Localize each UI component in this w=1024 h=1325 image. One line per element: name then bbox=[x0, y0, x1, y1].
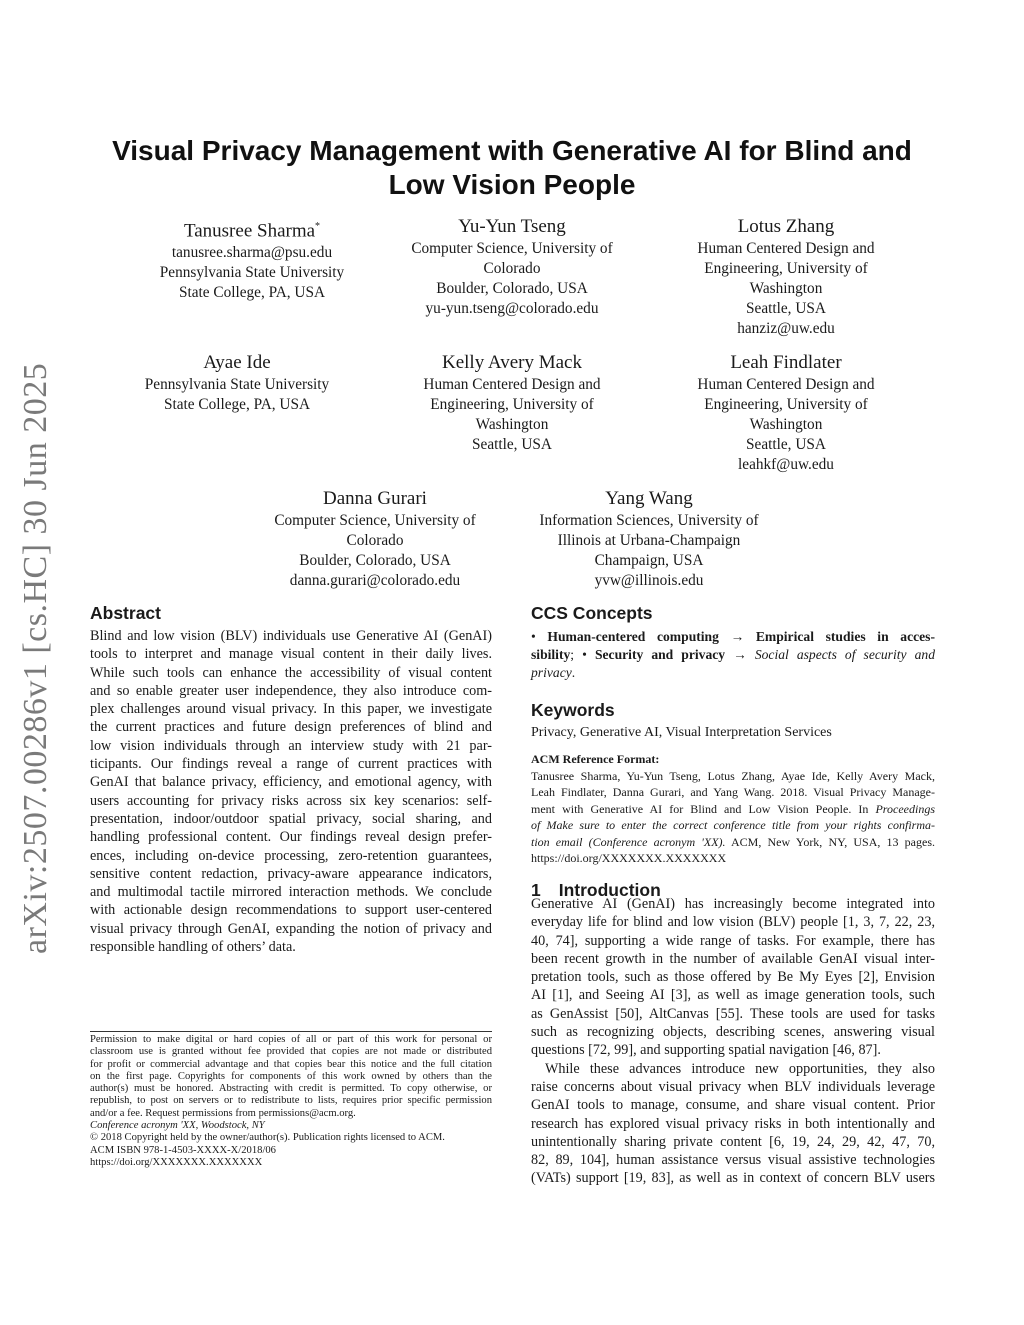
author-block bbox=[114, 215, 390, 303]
ccs-arrow: → bbox=[730, 629, 745, 644]
ccs-concept: Human-centered computing bbox=[547, 629, 719, 644]
abstract-line: ticipants. Our findings reveal a range of current practices with bbox=[90, 756, 492, 773]
author-location: Seattle, USA bbox=[746, 300, 826, 317]
intro-line: GenAI tools to manage, consume, and share visual content. Prior bbox=[531, 1097, 935, 1114]
author-affiliation: Pennsylvania State University bbox=[159, 264, 345, 282]
acm-reference-line: Leah Findlater, Danna Gurari, and Yang Wang. 2018. Visual Privacy Manage- bbox=[531, 785, 935, 799]
ccs-concept: Social aspects of security and bbox=[754, 647, 936, 663]
ccs-body bbox=[531, 628, 935, 683]
abstract-line: plex challenges around visual privacy. In this paper, we investigate bbox=[90, 701, 492, 718]
ccs-concept: sibility bbox=[531, 647, 571, 663]
intro-line: research has explored visual privacy risks in both intentionally and bbox=[531, 1115, 935, 1132]
author-affiliation: Engineering, University of bbox=[430, 396, 594, 413]
author-block bbox=[99, 351, 375, 415]
acm-reference-heading: ACM Reference Format: bbox=[531, 752, 660, 766]
intro-line: everyday life for blind and low vision (BLV) people [1, 3, 7, 22, 23, bbox=[531, 914, 935, 931]
intro-line: unintentionally sharing private content [6, 19, 24, 29, 42, 47, 70, bbox=[531, 1133, 935, 1150]
abstract-line: the current practices and future design preferences of blind and bbox=[90, 719, 492, 736]
section-number: 1 bbox=[531, 880, 541, 900]
author-email[interactable]: yu-yun.tseng@colorado.edu bbox=[425, 300, 599, 317]
author-block bbox=[374, 215, 650, 319]
footnote-line: Permission to make digital or hard copies of all or part of this work for personal or bbox=[90, 1034, 492, 1045]
author-affiliation: Pennsylvania State University bbox=[144, 376, 330, 393]
author-name: Ayae Ide bbox=[203, 352, 271, 373]
author-block bbox=[648, 215, 924, 339]
intro-line: questions [72, 99], and supporting spatial navigation [46, 87]. bbox=[531, 1042, 881, 1059]
author-name: Yang Wang bbox=[605, 488, 693, 509]
author-affiliation: Engineering, University of bbox=[704, 396, 868, 413]
footnote-copyright: © 2018 Copyright held by the owner/author(s). Publication rights licensed to ACM. bbox=[90, 1132, 445, 1144]
author-affiliation: Washington bbox=[749, 416, 823, 433]
intro-line: 40, 74], supporting a wide range of tasks. For example, there has bbox=[531, 932, 935, 949]
author-name: Kelly Avery Mack bbox=[442, 352, 582, 373]
author-affiliation: Information Sciences, University of bbox=[539, 512, 759, 529]
abstract-line: GenAI that balance privacy, efficiency, and emotional agency, with bbox=[90, 774, 492, 791]
author-location: State College, PA, USA bbox=[163, 396, 311, 413]
ccs-end: . bbox=[571, 665, 576, 681]
ccs-heading: CCS Concepts bbox=[531, 603, 653, 623]
author-name: Leah Findlater bbox=[730, 352, 842, 373]
abstract-heading: Abstract bbox=[90, 603, 161, 623]
intro-line: as GenAssist [50], AltCanvas [55]. These tools are used for tasks bbox=[531, 1005, 935, 1022]
paper-title bbox=[80, 134, 944, 202]
ccs-bullet: • bbox=[531, 629, 536, 644]
author-email[interactable]: danna.gurari@colorado.edu bbox=[289, 572, 461, 589]
footnote-isbn: ACM ISBN 978-1-4503-XXXX-X/2018/06 bbox=[90, 1144, 276, 1156]
author-affiliation: Human Centered Design and bbox=[697, 240, 875, 257]
author-email[interactable]: hanziz@uw.edu bbox=[737, 320, 835, 337]
abstract-line: Blind and low vision (BLV) individuals use Generative AI (GenAI) bbox=[90, 628, 492, 644]
acm-reference-line: of Make sure to enter the correct conference title from your rights confirma- bbox=[531, 818, 935, 832]
intro-line: 82, 89, 104], human assistance versus visual assistive technologies bbox=[531, 1152, 935, 1169]
intro-line: Generative AI (GenAI) has increasingly become integrated into bbox=[531, 896, 935, 912]
author-name: Tanusree Sharma bbox=[183, 220, 316, 242]
intro-line: such as recognizing objects, describing scenes, answering visual bbox=[531, 1024, 935, 1041]
ccs-concept: privacy bbox=[531, 665, 572, 681]
author-email[interactable]: yvw@illinois.edu bbox=[594, 572, 704, 589]
abstract-line: visual privacy through GenAI, expanding the notion of privacy and bbox=[90, 920, 492, 937]
author-location: Boulder, Colorado, USA bbox=[299, 552, 451, 569]
abstract-line: ences, including on-device processing, zero-retention guarantees, bbox=[90, 847, 492, 864]
acm-reference bbox=[531, 751, 935, 867]
keywords-heading: Keywords bbox=[531, 700, 615, 720]
footnote-line: classroom use is granted without fee provided that copies are not made or distributed bbox=[90, 1046, 492, 1058]
acm-reference-line: tion email (Conference acronym 'XX). bbox=[531, 834, 726, 849]
ccs-arrow: → bbox=[733, 647, 747, 663]
corresponding-mark: * bbox=[315, 221, 321, 232]
footnote-rule bbox=[90, 1031, 492, 1032]
section-title: Introduction bbox=[558, 880, 661, 900]
author-location: Seattle, USA bbox=[746, 436, 826, 453]
author-location: State College, PA, USA bbox=[178, 284, 326, 302]
abstract-line: and multimodal tactile mirrored interaction methods. We conclude bbox=[90, 884, 492, 901]
author-affiliation: Human Centered Design and bbox=[697, 376, 875, 393]
ccs-separator: ; bbox=[570, 647, 575, 663]
author-block bbox=[511, 487, 787, 591]
author-location: Seattle, USA bbox=[472, 436, 552, 453]
author-affiliation: Illinois at Urbana-Champaign bbox=[557, 532, 741, 549]
author-block bbox=[237, 487, 513, 591]
title-line: Low Vision People bbox=[388, 169, 636, 200]
author-email[interactable]: tanusree.sharma@psu.edu bbox=[171, 244, 333, 262]
author-affiliation: Washington bbox=[749, 280, 823, 297]
abstract-line: presentation, indoor/outdoor spatial privacy, social sharing, and bbox=[90, 810, 492, 827]
abstract-line: handling professional content. Our findings reveal design prefer- bbox=[90, 829, 492, 846]
author-location: Champaign, USA bbox=[594, 552, 704, 569]
footnote-doi-link[interactable]: https://doi.org/XXXXXXX.XXXXXXX bbox=[90, 1156, 263, 1168]
author-email[interactable]: leahkf@uw.edu bbox=[738, 456, 834, 473]
abstract-line: While such tools can enhance the accessibility of visual content bbox=[90, 664, 492, 681]
intro-line: raise concerns about visual privacy when BLV individuals leverage bbox=[531, 1078, 935, 1095]
ccs-bullet: • bbox=[582, 647, 587, 663]
author-location: Boulder, Colorado, USA bbox=[436, 280, 588, 297]
author-affiliation: Washington bbox=[475, 416, 549, 433]
footnote-line: author(s) must be honored. Abstracting with credit is permitted. To copy otherwise, or bbox=[90, 1083, 492, 1095]
footnote-line: and/or a fee. Request permissions from permissions@acm.org. bbox=[90, 1107, 356, 1119]
footnote-line: republish, to post on servers or to redistribute to lists, requires prior specific permission bbox=[90, 1095, 492, 1107]
footnote-line: for profit or commercial advantage and that copies bear this notice and the full citation bbox=[90, 1058, 492, 1070]
author-block bbox=[648, 351, 924, 475]
author-affiliation: Computer Science, University of bbox=[411, 240, 613, 257]
acm-reference-line: ment with Generative AI for Blind and Low Vision People. In bbox=[531, 801, 876, 816]
author-affiliation: Colorado bbox=[483, 260, 541, 277]
intro-line: pretation tools, such as those offered by Be My Eyes [2], Envision bbox=[531, 969, 935, 986]
author-affiliation: Colorado bbox=[346, 532, 404, 549]
author-name: Lotus Zhang bbox=[737, 216, 835, 237]
author-block bbox=[374, 351, 650, 455]
author-affiliation: Human Centered Design and bbox=[423, 376, 601, 393]
title-line: Visual Privacy Management with Generative AI for Blind and bbox=[112, 135, 912, 166]
intro-line: While these advances introduce new opportunities, they also bbox=[545, 1060, 935, 1077]
ccs-concept: Security and privacy bbox=[594, 647, 726, 663]
acm-reference-doi-link[interactable]: https://doi.org/XXXXXXX.XXXXXXX bbox=[531, 851, 727, 865]
arxiv-side-stamp: arXiv:2507.00286v1 [cs.HC] 30 Jun 2025 bbox=[17, 362, 54, 954]
ccs-concept: Empirical studies in acces- bbox=[755, 629, 936, 644]
abstract-line: low vision individuals through an interview study with 21 par- bbox=[90, 737, 492, 754]
abstract-line: with actionable design recommendations to support user-centered bbox=[90, 902, 492, 919]
acm-reference-proceedings: Proceedings bbox=[875, 801, 935, 816]
permission-footnote bbox=[90, 1034, 492, 1169]
intro-line: AI [1], and Seeing AI [3], as well as image generation tools, such bbox=[531, 987, 935, 1004]
acm-reference-line: ACM, New York, NY, USA, 13 pages. bbox=[725, 834, 935, 849]
abstract-line: responsible handling of others’ data. bbox=[90, 939, 296, 956]
intro-line: been recent growth in the number of available GenAI visual inter- bbox=[531, 950, 935, 967]
footnote-conference: Conference acronym 'XX, Woodstock, NY bbox=[90, 1120, 265, 1132]
abstract-line: tools to interpret and manage visual content in their daily lives. bbox=[90, 646, 492, 663]
abstract-line: and so enable greater user independence, they also introduce com- bbox=[90, 682, 492, 699]
author-name: Yu-Yun Tseng bbox=[458, 216, 566, 237]
author-name: Danna Gurari bbox=[323, 488, 427, 509]
acm-reference-line: Tanusree Sharma, Yu-Yun Tseng, Lotus Zhang, Ayae Ide, Kelly Avery Mack, bbox=[531, 768, 935, 783]
introduction-body bbox=[531, 895, 935, 1188]
abstract-body bbox=[90, 627, 492, 956]
footnote-line: on the first page. Copyrights for components of this work owned by others than the bbox=[90, 1070, 492, 1082]
keywords-text: Privacy, Generative AI, Visual Interpretation Services bbox=[531, 725, 832, 740]
abstract-line: sensitive content redaction, privacy-aware appearance indicators, bbox=[90, 865, 492, 882]
abstract-line: users accounting for privacy risks across six key scenarios: self- bbox=[90, 792, 492, 809]
author-affiliation: Engineering, University of bbox=[704, 260, 868, 277]
intro-line: (VATs) support [19, 83], as well as in context of concern BLV users bbox=[531, 1170, 935, 1187]
author-affiliation: Computer Science, University of bbox=[274, 512, 476, 529]
